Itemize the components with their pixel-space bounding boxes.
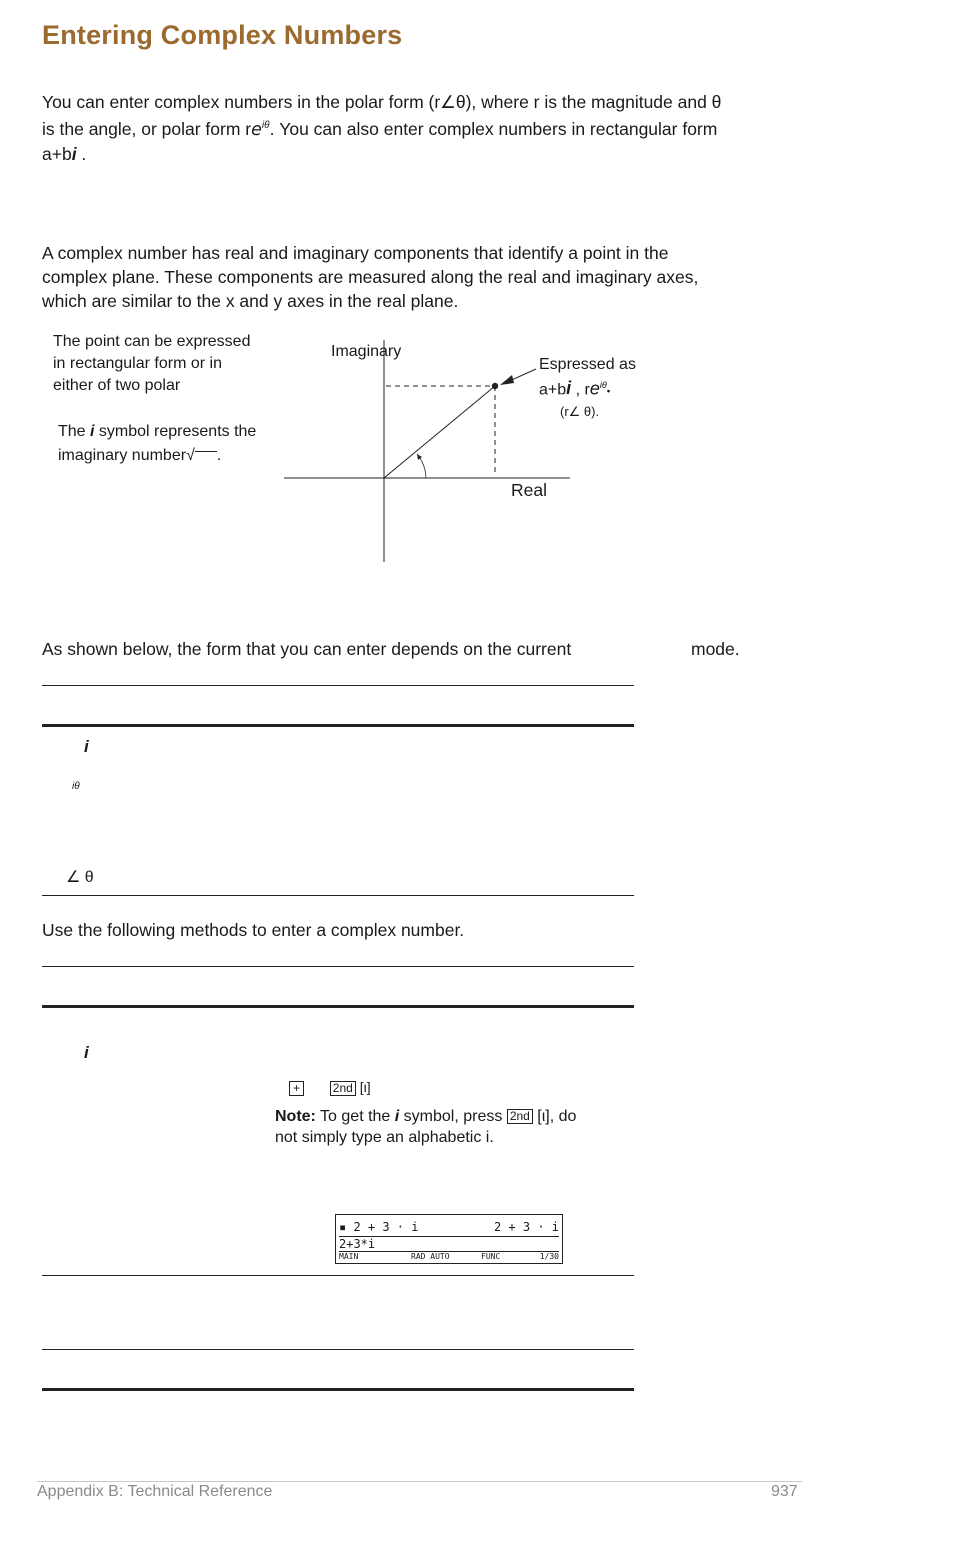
table1-row-rectangular: i [84,737,89,756]
table2-top-rule [42,966,634,967]
mode-sentence: As shown below, the form that you can enter depends on the current [42,639,572,659]
components-line-2: complex plane. These components are measured along the real and imaginary axes, [42,267,699,287]
footer-title: Appendix B: Technical Reference [37,1483,273,1500]
calc-entry-line: 2+3*i [339,1237,559,1252]
table1-top-rule [42,685,634,686]
components-paragraph [42,241,698,313]
intro-line-3: a+bi . [42,143,87,164]
magnitude-line [384,386,495,478]
calc-history-row: ▪ 2 + 3 · i 2 + 3 · i [339,1218,559,1237]
intro-line-1: You can enter complex numbers in the polar form (r∠θ), where r is the magnitude and θ [42,92,722,112]
note-second-key: 2nd [507,1109,533,1124]
table1-header-rule [42,724,634,727]
expressed-label: Espressed as a+bi , $re^{i\theta}•$ (r∠ θ). [539,356,636,420]
pointer-arrowhead [500,375,514,385]
components-line-3: which are similar to the x and y axes in the real plane. [42,291,459,311]
components-line-1: A complex number has real and imaginary components that identify a point in the [42,243,669,263]
table1-row-exponential: iθ [72,781,80,792]
complex-point [492,383,498,389]
calc-status-bar: MAIN RAD AUTO FUNC 1/30 [339,1252,559,1261]
sqrt-symbol: √ [186,447,195,464]
second-key: 2nd [330,1081,356,1096]
table2-header-rule [42,1005,634,1008]
table3-header-rule [42,1388,634,1391]
footer-rule [37,1481,802,1482]
figure-note-polar: The point can be expressed in rectangular form or in either of two polar [53,333,251,394]
entry-note: Note: To get the i symbol, press 2nd [ι], do not simply type an alphabetic i. [275,1108,577,1146]
table1-bottom-rule [42,895,634,896]
page-title: Entering Complex Numbers [42,20,403,50]
real-axis-label: Real [511,480,547,500]
key-sequence [289,1079,371,1096]
imaginary-axis-label: Imaginary [331,343,402,360]
i-key: [ι] [359,1079,371,1095]
table3-top-rule [42,1349,634,1350]
intro-paragraph [42,90,721,166]
page-number: 937 [771,1483,798,1500]
calculator-screen [335,1214,563,1264]
figure-note-imaginary: The i symbol represents the imaginary number√ . [58,423,257,464]
angle-arrowhead [417,454,422,460]
table2-row-rectangular: i [84,1043,89,1062]
plus-key: + [289,1081,304,1096]
intro-line-2: is the angle, or polar form $re^{i\theta}$. You can also enter complex numbers in rectangular form [42,118,718,140]
table1-row-polar: ∠ θ [66,869,94,886]
methods-sentence: Use the following methods to enter a complex number. [42,920,465,940]
mode-word: mode. [691,639,740,659]
table2-row-divider [42,1275,634,1276]
